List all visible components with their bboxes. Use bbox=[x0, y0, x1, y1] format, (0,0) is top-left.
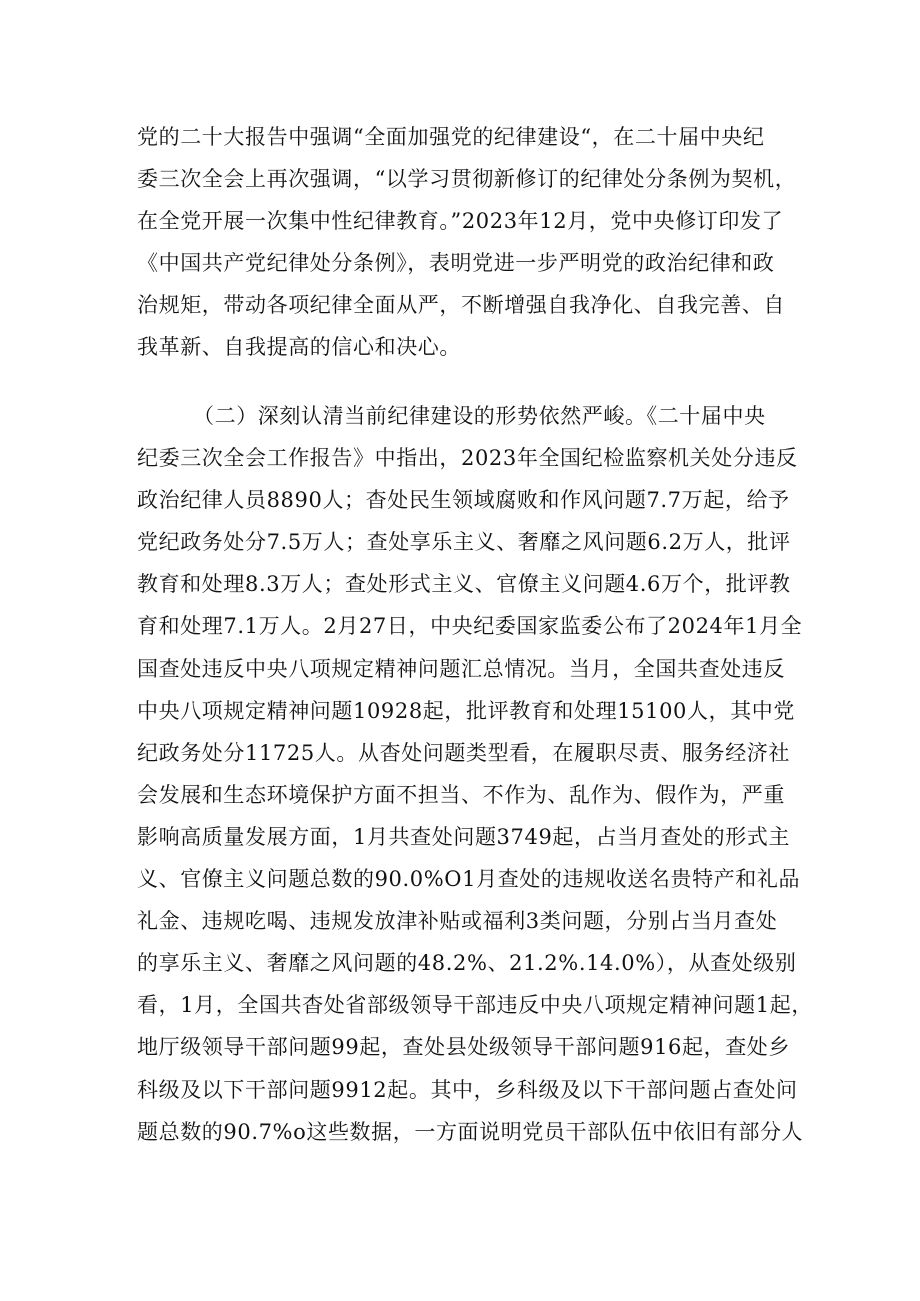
text-line: 育和处理7.1万人。2月27日，中央纪委国家监委公布了2024年1月全 bbox=[137, 614, 803, 639]
text-line: 治规矩，带动各项纪律全面从严，不断增强自我净化、自我完善、自 bbox=[137, 293, 785, 318]
text-line: 地厅级领导干部问题99起，查处县处级领导干部问题916起，查处乡 bbox=[137, 1035, 791, 1060]
text-line: 政治纪律人员8890人；杳处民生领域腐败和作风问题7.7万起，给予 bbox=[137, 488, 790, 513]
text-line: 党的二十大报告中强调“全面加强党的纪律建设“，在二十届中央纪 bbox=[137, 125, 765, 149]
text-line: 影响高质量发展方面，1月共查处问题3749起，占当月查处的形式主 bbox=[137, 824, 791, 849]
text-line: 纪委三次全会工作报告》中指出，2023年全国纪检监察机关处分违反 bbox=[137, 446, 798, 471]
text-line: 《中国共产党纪律处分条例》，表明党进一步严明党的政治纪律和政 bbox=[137, 251, 775, 276]
text-line: 委三次全会上再次强调，“以学习贯彻新修订的纪律处分条例为契机， bbox=[137, 167, 797, 192]
text-line: 会发展和生态环境保护方面不担当、不作为、乱作为、假作为，严重 bbox=[137, 782, 785, 807]
text-line: 国查处违反中央八项规定精神问题汇总情况。当月，全国共查处违反 bbox=[137, 656, 785, 681]
paragraph-1 bbox=[137, 116, 797, 369]
text-line: 中央八项规定精神问题10928起，批评教育和处理15100人，其中党 bbox=[137, 698, 796, 723]
text-line: 题总数的90.7%o这些数据，一方面说明党员干部队伍中依旧有部分人 bbox=[137, 1119, 804, 1144]
text-line: 义、官僚主义问题总数的90.0%O1月查处的违规收送名贵特产和礼品 bbox=[137, 867, 801, 892]
text-line: 纪政务处分11725人。从杳处问题类型看，在履职尽责、服务经济社 bbox=[137, 740, 791, 765]
text-line: 我革新、自我提高的信心和决心。 bbox=[137, 335, 461, 360]
paragraph-2 bbox=[137, 395, 813, 1153]
text-line: 的享乐主义、奢靡之风问题的48.2%、21.2%.14.0%），从查处级别 bbox=[137, 951, 797, 976]
text-line: 科级及以下干部问题9912起。其中，乡科级及以下干部问题占查处问 bbox=[137, 1077, 798, 1102]
text-line: 党纪政务处分7.5万人；查处享乐主义、奢靡之风问题6.2万人，批评 bbox=[137, 530, 791, 555]
text-line: 礼金、违规吃喝、违规发放津补贴或福利3类问题，分别占当月查处 bbox=[137, 909, 778, 934]
section-heading-line: （二）深刻认清当前纪律建设的形势依然严峻。《二十届中央 bbox=[193, 404, 766, 428]
text-line: 教育和处理8.3万人；查处形式主义、官僚主义问题4.6万个，批评教 bbox=[137, 572, 791, 597]
text-line: 看，1月，全国共杳处省部级领导干部违反中央八项规定精神问题1起， bbox=[137, 993, 813, 1018]
text-line: 在全党开展一次集中性纪律教育。”2023年12月，党中央修订印发了 bbox=[137, 209, 784, 234]
